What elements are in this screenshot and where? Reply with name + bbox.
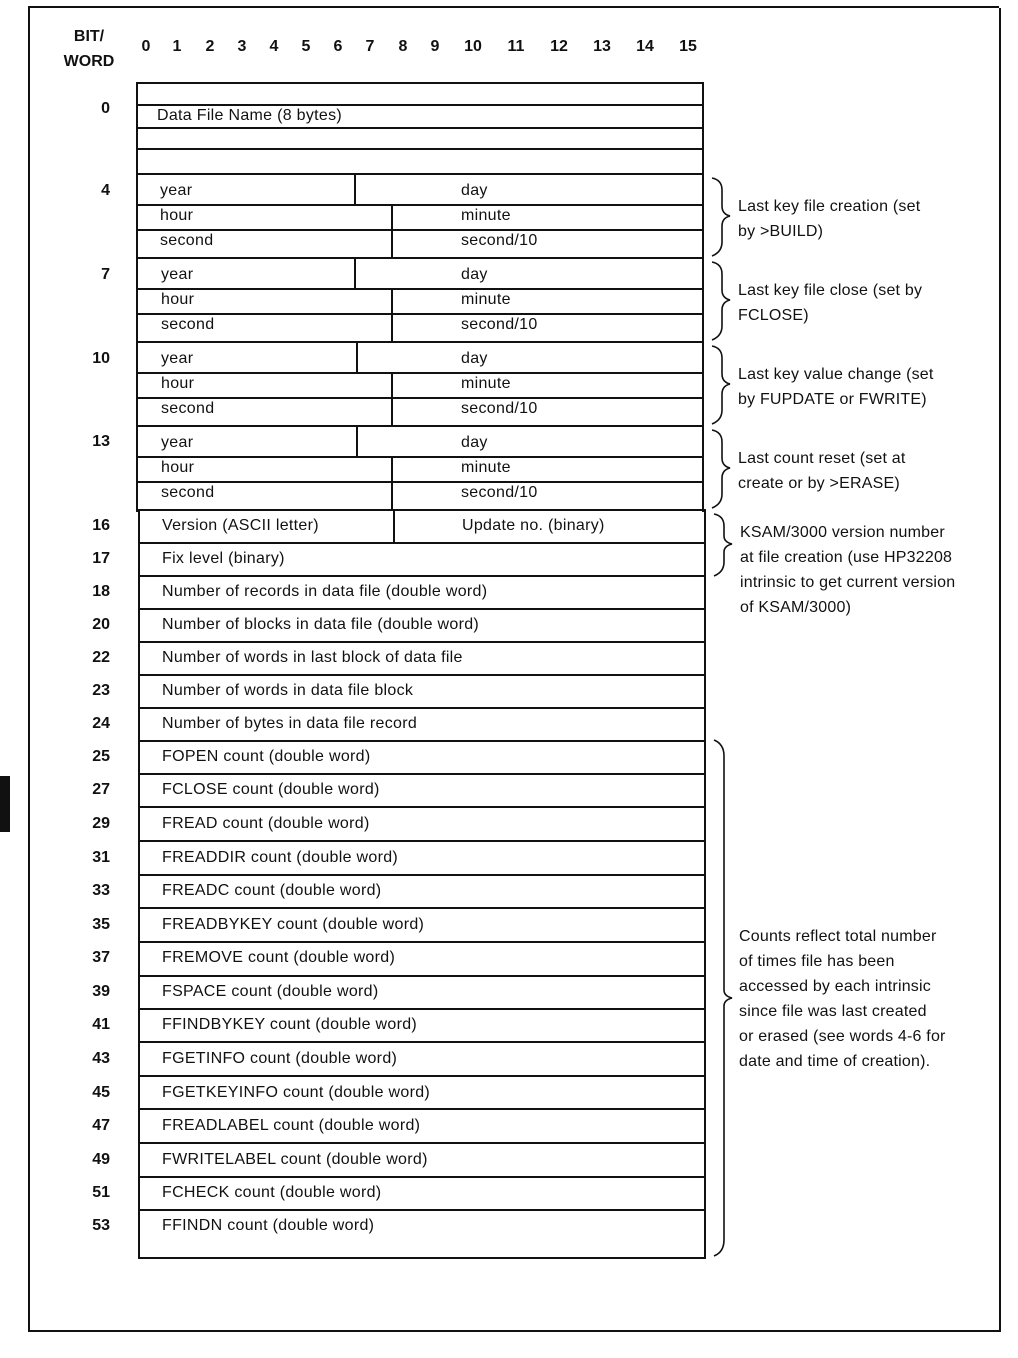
hour-field: hour [160, 207, 194, 224]
bit-number: 4 [269, 38, 279, 55]
day-field: day [461, 350, 488, 367]
bracket-change [712, 346, 730, 424]
word-number: 35 [92, 916, 110, 933]
word-number: 20 [92, 616, 110, 633]
note-line: KSAM/3000 version number [740, 524, 945, 541]
bit-number: 12 [550, 38, 568, 55]
word-number: 13 [92, 433, 110, 450]
field-label: FCHECK count (double word) [162, 1184, 382, 1201]
note-line: or erased (see words 4-6 for [739, 1028, 946, 1045]
bit-number: 0 [141, 38, 151, 55]
word-number: 25 [92, 748, 110, 765]
word-number: 43 [92, 1050, 110, 1067]
second-field: second [161, 484, 215, 501]
year-field: year [161, 350, 194, 367]
second-tenths-field: second/10 [461, 316, 538, 333]
bit-number: 5 [301, 38, 311, 55]
note-line: Counts reflect total number [739, 928, 937, 945]
bit-number: 6 [333, 38, 343, 55]
note-line: since file was last created [739, 1003, 927, 1020]
note-line: create or by >ERASE) [738, 475, 900, 492]
field-label: FSPACE count (double word) [162, 983, 379, 1000]
update-number-field: Update no. (binary) [462, 517, 605, 534]
field-label: Number of blocks in data file (double word) [162, 616, 480, 633]
version-field: Version (ASCII letter) [162, 517, 319, 534]
note-last-reset [738, 446, 906, 496]
minute-field: minute [461, 291, 511, 308]
word-number: 33 [92, 882, 110, 899]
word-number: 4 [101, 182, 110, 199]
field-label: Number of records in data file (double word) [162, 583, 488, 600]
note-line: Last key value change (set [738, 366, 934, 383]
word-number: 39 [92, 983, 110, 1000]
word-number: 53 [92, 1217, 110, 1234]
word-number: 16 [92, 517, 110, 534]
note-counts [739, 924, 946, 1074]
note-last-change [738, 362, 934, 412]
bit-number: 1 [172, 38, 182, 55]
year-field: year [161, 434, 194, 451]
field-label: FREADC count (double word) [162, 882, 382, 899]
field-label: FREADLABEL count (double word) [162, 1117, 421, 1134]
word-number: 10 [92, 350, 110, 367]
note-line: intrinsic to get current version [740, 574, 956, 591]
field-label: FWRITELABEL count (double word) [162, 1151, 428, 1168]
bit-number: 3 [237, 38, 247, 55]
hour-field: hour [161, 291, 195, 308]
bit-word-label: BIT/ WORD [63, 28, 115, 70]
word-number: 18 [92, 583, 110, 600]
note-line: accessed by each intrinsic [739, 978, 931, 995]
minute-field: minute [461, 207, 511, 224]
bit-number: 7 [365, 38, 375, 55]
note-version [740, 520, 955, 620]
bit-number: 13 [593, 38, 611, 55]
note-line: of times file has been [739, 953, 895, 970]
field-label: Number of words in last block of data file [162, 649, 463, 666]
field-label: Number of words in data file block [162, 682, 414, 699]
word-number: 7 [101, 266, 110, 283]
second-field: second [161, 316, 215, 333]
note-line: date and time of creation). [739, 1053, 931, 1070]
data-file-name-field: Data File Name (8 bytes) [157, 107, 343, 124]
second-field: second [161, 400, 215, 417]
word-number: 27 [92, 781, 110, 798]
word-number: 31 [92, 849, 110, 866]
field-label: FCLOSE count (double word) [162, 781, 380, 798]
field-label: FREMOVE count (double word) [162, 949, 396, 966]
bracket-close [712, 262, 730, 340]
note-line: Last key file creation (set [738, 198, 921, 215]
bit-number: 11 [507, 38, 525, 55]
word-number: 22 [92, 649, 110, 666]
field-label: FOPEN count (double word) [162, 748, 371, 765]
note-line: by FUPDATE or FWRITE) [738, 391, 927, 408]
bit-number: 9 [430, 38, 440, 55]
year-field: year [161, 266, 194, 283]
note-line: of KSAM/3000) [740, 599, 852, 616]
word-number: 17 [92, 550, 110, 567]
bit-number: 14 [636, 38, 654, 55]
field-label: Number of bytes in data file record [162, 715, 418, 732]
second-tenths-field: second/10 [461, 232, 538, 249]
word-number: 51 [92, 1184, 110, 1201]
word-number: 47 [92, 1117, 110, 1134]
word-number: 24 [92, 715, 110, 732]
word-number: 37 [92, 949, 110, 966]
fix-level-field: Fix level (binary) [162, 550, 285, 567]
note-line: at file creation (use HP32208 [740, 549, 953, 566]
field-label: FGETKEYINFO count (double word) [162, 1084, 431, 1101]
note-line: Last key file close (set by [738, 282, 923, 299]
second-field: second [160, 232, 214, 249]
field-label: FGETINFO count (double word) [162, 1050, 398, 1067]
hour-field: hour [161, 375, 195, 392]
bracket-reset [712, 430, 730, 508]
word-number: 0 [101, 100, 110, 117]
word-number: 23 [92, 682, 110, 699]
bit-number: 15 [679, 38, 697, 55]
note-line: FCLOSE) [738, 307, 809, 324]
minute-field: minute [461, 375, 511, 392]
hour-field: hour [161, 459, 195, 476]
note-line: Last count reset (set at [738, 450, 906, 467]
second-tenths-field: second/10 [461, 484, 538, 501]
word-number: 45 [92, 1084, 110, 1101]
bit-number: 2 [205, 38, 215, 55]
word-number: 49 [92, 1151, 110, 1168]
field-label: FREADBYKEY count (double word) [162, 916, 425, 933]
bracket-version [714, 514, 732, 576]
bracket-counts [714, 740, 732, 1256]
field-label: FREADDIR count (double word) [162, 849, 399, 866]
field-label: FFINDN count (double word) [162, 1217, 375, 1234]
bracket-creation [712, 178, 730, 256]
day-field: day [461, 434, 488, 451]
note-line: by >BUILD) [738, 223, 824, 240]
field-label: FREAD count (double word) [162, 815, 370, 832]
word-number: 29 [92, 815, 110, 832]
field-label: FFINDBYKEY count (double word) [162, 1016, 418, 1033]
note-last-creation [738, 194, 920, 244]
word-number: 41 [92, 1016, 110, 1033]
bit-number: 8 [398, 38, 408, 55]
second-tenths-field: second/10 [461, 400, 538, 417]
note-last-close [738, 278, 922, 328]
day-field: day [461, 182, 488, 199]
minute-field: minute [461, 459, 511, 476]
year-field: year [160, 182, 193, 199]
day-field: day [461, 266, 488, 283]
bit-number: 10 [464, 38, 482, 55]
